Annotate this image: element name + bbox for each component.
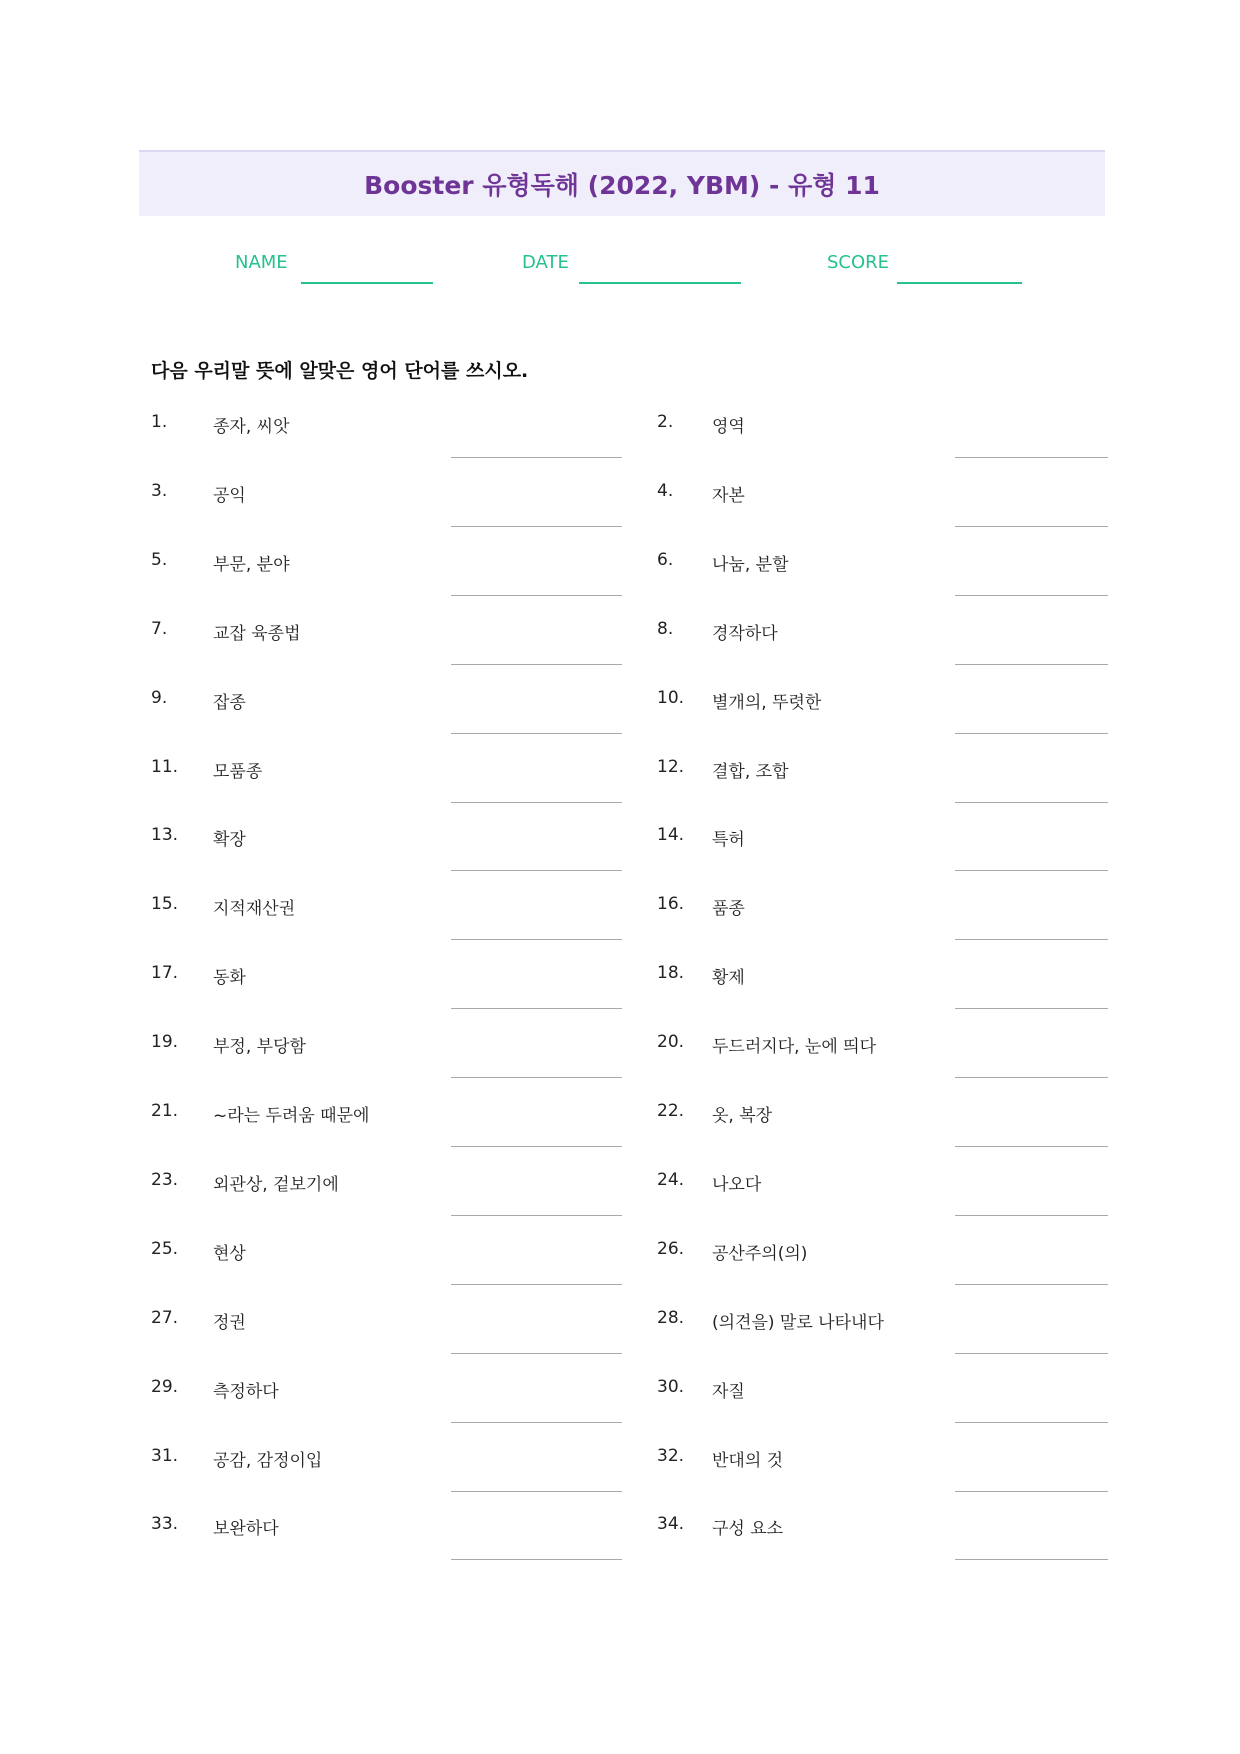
vocab-item xyxy=(0,1514,1240,1574)
vocab-term: 영역 xyxy=(712,417,745,437)
vocab-number: 22. xyxy=(657,1101,685,1121)
vocab-term: 보완하다 xyxy=(213,1519,279,1539)
vocab-term: 구성 요소 xyxy=(712,1519,784,1539)
vocab-number: 33. xyxy=(151,1514,179,1534)
vocab-term: 나오다 xyxy=(712,1175,762,1195)
date-field[interactable] xyxy=(579,282,741,284)
vocab-term: 외관상, 겉보기에 xyxy=(213,1175,339,1195)
answer-blank[interactable] xyxy=(955,1146,1108,1147)
vocab-item xyxy=(0,412,1240,472)
vocab-number: 27. xyxy=(151,1308,179,1328)
vocab-term: 지적재산권 xyxy=(213,899,296,919)
vocab-number: 5. xyxy=(151,550,168,570)
vocab-number: 23. xyxy=(151,1170,179,1190)
vocab-item xyxy=(0,963,1240,1023)
vocab-item xyxy=(0,1308,1240,1368)
vocab-number: 17. xyxy=(151,963,179,983)
vocab-number: 2. xyxy=(657,412,674,432)
vocab-term: 모품종 xyxy=(213,762,263,782)
instruction-text: 다음 우리말 뜻에 알맞은 영어 단어를 쓰시오. xyxy=(151,360,529,382)
answer-blank[interactable] xyxy=(955,1284,1108,1285)
vocab-number: 9. xyxy=(151,688,168,708)
vocab-number: 29. xyxy=(151,1377,179,1397)
vocab-term: 나눔, 분할 xyxy=(712,555,789,575)
vocab-term: 자본 xyxy=(712,486,745,506)
vocab-term: 공감, 감정이입 xyxy=(213,1451,323,1471)
vocab-term: 잡종 xyxy=(213,693,246,713)
vocab-number: 31. xyxy=(151,1446,179,1466)
vocab-term: 별개의, 뚜렷한 xyxy=(712,693,822,713)
vocab-number: 15. xyxy=(151,894,179,914)
answer-blank[interactable] xyxy=(955,1559,1108,1560)
vocab-number: 8. xyxy=(657,619,674,639)
vocab-number: 34. xyxy=(657,1514,685,1534)
answer-blank[interactable] xyxy=(955,733,1108,734)
vocab-number: 18. xyxy=(657,963,685,983)
student-info-row xyxy=(0,248,1240,288)
vocab-term: 교잡 육종법 xyxy=(213,624,301,644)
answer-blank[interactable] xyxy=(955,802,1108,803)
vocab-term: 특허 xyxy=(712,830,745,850)
name-field[interactable] xyxy=(301,282,433,284)
answer-blank[interactable] xyxy=(955,1008,1108,1009)
answer-blank[interactable] xyxy=(955,1353,1108,1354)
vocab-item xyxy=(0,825,1240,885)
vocab-term: 두드러지다, 눈에 띄다 xyxy=(712,1037,877,1057)
vocab-term: 옷, 복장 xyxy=(712,1106,773,1126)
vocab-number: 26. xyxy=(657,1239,685,1259)
vocab-term: 측정하다 xyxy=(213,1382,279,1402)
vocab-item xyxy=(0,1101,1240,1161)
vocab-term: 품종 xyxy=(712,899,745,919)
answer-blank[interactable] xyxy=(955,526,1108,527)
answer-blank[interactable] xyxy=(955,595,1108,596)
vocab-number: 30. xyxy=(657,1377,685,1397)
vocab-number: 13. xyxy=(151,825,179,845)
vocab-term: (의견을) 말로 나타내다 xyxy=(712,1313,884,1333)
vocab-item xyxy=(0,894,1240,954)
vocab-term: 종자, 씨앗 xyxy=(213,417,290,437)
answer-blank[interactable] xyxy=(955,1491,1108,1492)
vocab-term: 반대의 것 xyxy=(712,1451,784,1471)
date-label: DATE xyxy=(522,252,569,273)
vocab-term: 확장 xyxy=(213,830,246,850)
answer-blank[interactable] xyxy=(955,939,1108,940)
vocab-item xyxy=(0,1239,1240,1299)
vocab-number: 4. xyxy=(657,481,674,501)
vocab-item xyxy=(0,550,1240,610)
vocab-number: 12. xyxy=(657,757,685,777)
answer-blank[interactable] xyxy=(955,1215,1108,1216)
vocab-item xyxy=(0,688,1240,748)
score-field[interactable] xyxy=(897,282,1022,284)
vocab-term: 공산주의(의) xyxy=(712,1244,808,1264)
answer-blank[interactable] xyxy=(955,1077,1108,1078)
vocab-number: 7. xyxy=(151,619,168,639)
title-banner xyxy=(139,150,1105,216)
vocab-term: 결합, 조합 xyxy=(712,762,789,782)
answer-blank[interactable] xyxy=(955,870,1108,871)
vocab-item xyxy=(0,481,1240,541)
vocab-item xyxy=(0,1377,1240,1437)
vocab-term: 부정, 부당함 xyxy=(213,1037,306,1057)
vocab-term: 정권 xyxy=(213,1313,246,1333)
vocab-term: 황제 xyxy=(712,968,745,988)
answer-blank[interactable] xyxy=(955,664,1108,665)
vocab-number: 16. xyxy=(657,894,685,914)
vocab-number: 10. xyxy=(657,688,685,708)
answer-blank[interactable] xyxy=(955,457,1108,458)
vocab-term: ~라는 두려움 때문에 xyxy=(213,1106,370,1126)
vocab-number: 14. xyxy=(657,825,685,845)
vocab-number: 28. xyxy=(657,1308,685,1328)
vocab-number: 20. xyxy=(657,1032,685,1052)
vocab-number: 32. xyxy=(657,1446,685,1466)
vocab-term: 동화 xyxy=(213,968,246,988)
answer-blank[interactable] xyxy=(955,1422,1108,1423)
vocab-number: 6. xyxy=(657,550,674,570)
name-label: NAME xyxy=(235,252,288,273)
vocab-item xyxy=(0,757,1240,817)
vocab-item xyxy=(0,1170,1240,1230)
vocab-number: 11. xyxy=(151,757,179,777)
vocab-number: 21. xyxy=(151,1101,179,1121)
vocab-item xyxy=(0,1032,1240,1092)
vocab-number: 3. xyxy=(151,481,168,501)
vocab-number: 24. xyxy=(657,1170,685,1190)
vocab-number: 25. xyxy=(151,1239,179,1259)
vocab-number: 19. xyxy=(151,1032,179,1052)
page-title: Booster 유형독해 (2022, YBM) - 유형 11 xyxy=(364,171,880,200)
vocab-number: 1. xyxy=(151,412,168,432)
vocab-term: 경작하다 xyxy=(712,624,778,644)
vocab-item xyxy=(0,619,1240,679)
vocab-term: 자질 xyxy=(712,1382,745,1402)
score-label: SCORE xyxy=(827,252,890,273)
vocab-term: 현상 xyxy=(213,1244,246,1264)
vocab-item xyxy=(0,1446,1240,1506)
vocab-term: 공익 xyxy=(213,486,246,506)
vocab-term: 부문, 분야 xyxy=(213,555,290,575)
